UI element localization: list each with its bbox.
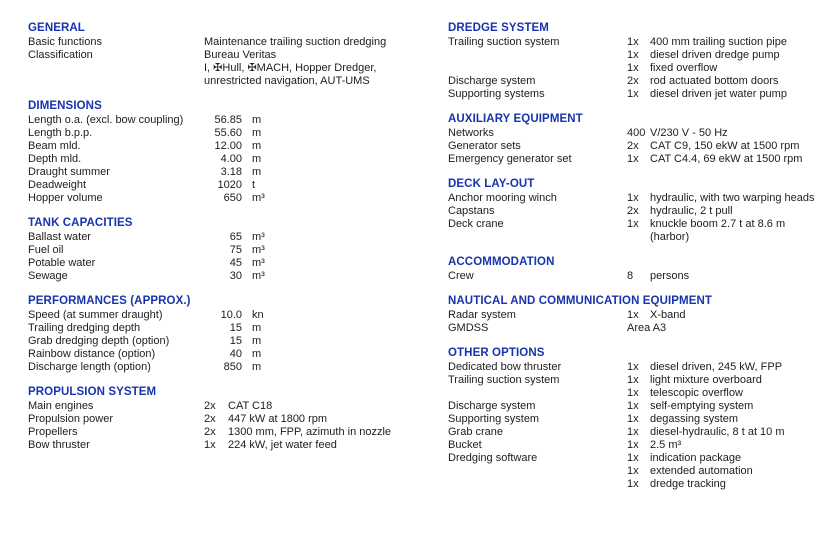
section-title-dredge-system: DREDGE SYSTEM bbox=[448, 22, 549, 34]
row-unit: m bbox=[252, 127, 262, 139]
row-value: hydraulic, 2 t pull bbox=[650, 205, 733, 217]
row-quantity: 1x bbox=[627, 387, 639, 399]
spec-row bbox=[28, 36, 430, 49]
row-number: 40 bbox=[229, 348, 242, 360]
row-unit: m bbox=[252, 348, 262, 360]
spec-row bbox=[28, 439, 430, 452]
row-label: Radar system bbox=[448, 309, 516, 321]
row-quantity: 1x bbox=[627, 439, 639, 451]
section-tank-capacities bbox=[28, 216, 430, 283]
spec-row bbox=[28, 257, 430, 270]
spec-row bbox=[28, 127, 430, 140]
row-unit: m³ bbox=[252, 270, 265, 282]
row-value: I, ✠Hull, ✠MACH, Hopper Dredger, bbox=[204, 62, 377, 74]
section-accommodation bbox=[448, 255, 830, 283]
row-value: Bureau Veritas bbox=[204, 49, 277, 61]
right-column bbox=[448, 21, 830, 491]
row-value: fixed overflow bbox=[650, 62, 718, 74]
row-unit: m³ bbox=[252, 192, 265, 204]
row-quantity: 1x bbox=[627, 400, 639, 412]
row-quantity: 2x bbox=[204, 413, 216, 425]
row-value: rod actuated bottom doors bbox=[650, 75, 779, 87]
spec-row bbox=[448, 192, 830, 205]
row-value: diesel driven, 245 kW, FPP bbox=[650, 361, 783, 373]
row-unit: m bbox=[252, 114, 262, 126]
section-general bbox=[28, 21, 430, 88]
row-quantity: 2x bbox=[204, 400, 216, 412]
section-other-options bbox=[448, 346, 830, 491]
row-quantity: 2x bbox=[627, 75, 639, 87]
row-label: Discharge system bbox=[448, 75, 536, 87]
section-performances-approx bbox=[28, 294, 430, 374]
row-number: 55.60 bbox=[214, 127, 242, 139]
row-value: (harbor) bbox=[650, 231, 690, 243]
spec-row bbox=[28, 166, 430, 179]
row-number: 850 bbox=[223, 361, 242, 373]
row-value: 447 kW at 1800 rpm bbox=[228, 413, 328, 425]
row-value: persons bbox=[650, 270, 690, 282]
row-quantity: 1x bbox=[627, 374, 639, 386]
row-unit: m bbox=[252, 335, 262, 347]
row-label bbox=[28, 62, 204, 75]
row-value: 400 mm trailing suction pipe bbox=[650, 36, 787, 48]
row-quantity: 1x bbox=[204, 439, 216, 451]
row-number: 15 bbox=[229, 335, 242, 347]
row-value: indication package bbox=[650, 452, 742, 464]
row-value: CAT C9, 150 ekW at 1500 rpm bbox=[650, 140, 800, 152]
section-title-dimensions: DIMENSIONS bbox=[28, 100, 102, 112]
row-label: Main engines bbox=[28, 400, 94, 412]
row-quantity: 1x bbox=[627, 49, 639, 61]
spec-row bbox=[448, 153, 830, 166]
spec-row bbox=[448, 426, 830, 439]
row-unit: m³ bbox=[252, 244, 265, 256]
section-title-general: GENERAL bbox=[28, 22, 85, 34]
row-unit: m bbox=[252, 322, 262, 334]
section-propulsion-system bbox=[28, 385, 430, 452]
row-number: 4.00 bbox=[220, 153, 242, 165]
row-unit: t bbox=[252, 179, 256, 191]
row-value: self-emptying system bbox=[650, 400, 754, 412]
row-label: Rainbow distance (option) bbox=[28, 348, 156, 360]
row-label: Sewage bbox=[28, 270, 68, 282]
row-label: Discharge system bbox=[448, 400, 536, 412]
section-title-other-options: OTHER OPTIONS bbox=[448, 347, 545, 359]
row-quantity: 8 bbox=[627, 270, 634, 282]
row-label: Potable water bbox=[28, 257, 96, 269]
row-label bbox=[448, 49, 627, 62]
row-quantity: 1x bbox=[627, 426, 639, 438]
spec-row bbox=[448, 452, 830, 465]
row-value: diesel driven jet water pump bbox=[650, 88, 787, 100]
row-label: Propellers bbox=[28, 426, 78, 438]
row-number: 56.85 bbox=[214, 114, 242, 126]
row-label: Fuel oil bbox=[28, 244, 64, 256]
spec-row bbox=[448, 127, 830, 140]
row-label bbox=[448, 62, 627, 75]
spec-row bbox=[448, 400, 830, 413]
row-quantity: 1x bbox=[627, 88, 639, 100]
spec-row bbox=[28, 114, 430, 127]
spec-row bbox=[448, 361, 830, 374]
row-quantity: 2x bbox=[204, 426, 216, 438]
row-label: Generator sets bbox=[448, 140, 521, 152]
row-label: Deck crane bbox=[448, 218, 504, 230]
row-label: Classification bbox=[28, 49, 93, 61]
row-value: hydraulic, with two warping heads bbox=[650, 192, 815, 204]
spec-row bbox=[448, 270, 830, 283]
row-value: CAT C18 bbox=[228, 400, 273, 412]
spec-row bbox=[28, 426, 430, 439]
row-value: X-band bbox=[650, 309, 686, 321]
row-label: Trailing dredging depth bbox=[28, 322, 141, 334]
row-label: Ballast water bbox=[28, 231, 91, 243]
row-value: degassing system bbox=[650, 413, 739, 425]
spec-row bbox=[448, 36, 830, 49]
row-label: Networks bbox=[448, 127, 494, 139]
row-quantity: 1x bbox=[627, 62, 639, 74]
row-quantity: 1x bbox=[627, 218, 639, 230]
row-label: Dredging software bbox=[448, 452, 538, 464]
row-label: Length o.a. (excl. bow coupling) bbox=[28, 114, 184, 126]
spec-row bbox=[448, 140, 830, 153]
row-number: 1020 bbox=[217, 179, 242, 191]
section-dredge-system bbox=[448, 21, 830, 101]
section-title-performances-approx: PERFORMANCES (APPROX.) bbox=[28, 295, 191, 307]
spec-row bbox=[28, 49, 430, 62]
spec-row bbox=[28, 335, 430, 348]
row-number: 15 bbox=[229, 322, 242, 334]
row-quantity: 1x bbox=[627, 309, 639, 321]
row-label: Supporting system bbox=[448, 413, 540, 425]
row-label: Basic functions bbox=[28, 36, 102, 48]
spec-row bbox=[28, 413, 430, 426]
spec-row bbox=[28, 153, 430, 166]
spec-row bbox=[28, 309, 430, 322]
row-number: 10.0 bbox=[220, 309, 242, 321]
row-value: dredge tracking bbox=[650, 478, 726, 490]
spec-row bbox=[448, 309, 830, 322]
row-label: Supporting systems bbox=[448, 88, 545, 100]
row-number: 75 bbox=[229, 244, 242, 256]
row-number: 3.18 bbox=[220, 166, 242, 178]
section-auxiliary-equipment bbox=[448, 112, 830, 166]
spec-row bbox=[28, 322, 430, 335]
row-value: 2.5 m³ bbox=[650, 439, 682, 451]
row-label bbox=[448, 465, 627, 478]
spec-row bbox=[448, 218, 830, 231]
row-label: Anchor mooring winch bbox=[448, 192, 557, 204]
spec-row bbox=[448, 49, 830, 62]
row-label: Deadweight bbox=[28, 179, 87, 191]
spec-row bbox=[448, 88, 830, 101]
section-title-deck-lay-out: DECK LAY-OUT bbox=[448, 178, 535, 190]
spec-row bbox=[28, 361, 430, 374]
row-label: Discharge length (option) bbox=[28, 361, 151, 373]
row-value: light mixture overboard bbox=[650, 374, 762, 386]
row-number: 45 bbox=[229, 257, 242, 269]
row-number: 12.00 bbox=[214, 140, 242, 152]
row-label: Speed (at summer draught) bbox=[28, 309, 163, 321]
row-value: CAT C4.4, 69 ekW at 1500 rpm bbox=[650, 153, 803, 165]
row-number: 650 bbox=[223, 192, 242, 204]
row-unit: m bbox=[252, 166, 262, 178]
row-label: Crew bbox=[448, 270, 474, 282]
spec-row bbox=[448, 62, 830, 75]
spec-row bbox=[448, 387, 830, 400]
spec-row bbox=[448, 374, 830, 387]
row-label: Bucket bbox=[448, 439, 482, 451]
section-nautical-and-communication-equipment bbox=[448, 294, 830, 335]
spec-row bbox=[28, 179, 430, 192]
row-label: Propulsion power bbox=[28, 413, 113, 425]
spec-row bbox=[28, 348, 430, 361]
row-number: 65 bbox=[229, 231, 242, 243]
spec-row bbox=[28, 231, 430, 244]
row-value: unrestricted navigation, AUT-UMS bbox=[204, 75, 370, 87]
section-title-auxiliary-equipment: AUXILIARY EQUIPMENT bbox=[448, 113, 583, 125]
row-label: Trailing suction system bbox=[448, 374, 560, 386]
section-deck-lay-out bbox=[448, 177, 830, 244]
spec-row bbox=[28, 62, 430, 75]
spec-row bbox=[28, 192, 430, 205]
row-label bbox=[448, 478, 627, 491]
row-label: Draught summer bbox=[28, 166, 110, 178]
row-unit: m bbox=[252, 361, 262, 373]
row-value: diesel-hydraulic, 8 t at 10 m bbox=[650, 426, 785, 438]
section-title-accommodation: ACCOMMODATION bbox=[448, 256, 555, 268]
row-label: Length b.p.p. bbox=[28, 127, 93, 139]
row-label: GMDSS bbox=[448, 322, 489, 334]
row-value: extended automation bbox=[650, 465, 753, 477]
spec-row bbox=[448, 205, 830, 218]
row-quantity: 1x bbox=[627, 361, 639, 373]
spec-row bbox=[448, 231, 830, 244]
spec-row bbox=[28, 75, 430, 88]
row-quantity: 400 bbox=[627, 127, 646, 139]
row-value: Maintenance trailing suction dredging bbox=[204, 36, 387, 48]
row-value: telescopic overflow bbox=[650, 387, 743, 399]
row-label: Capstans bbox=[448, 205, 495, 217]
row-label: Emergency generator set bbox=[448, 153, 572, 165]
spec-row bbox=[448, 439, 830, 452]
section-title-tank-capacities: TANK CAPACITIES bbox=[28, 217, 133, 229]
spec-row bbox=[448, 478, 830, 491]
row-label: Beam mld. bbox=[28, 140, 81, 152]
section-dimensions bbox=[28, 99, 430, 205]
row-label: Grab dredging depth (option) bbox=[28, 335, 170, 347]
spec-row bbox=[448, 465, 830, 478]
row-label: Trailing suction system bbox=[448, 36, 560, 48]
spec-row bbox=[28, 244, 430, 257]
spec-row bbox=[28, 140, 430, 153]
row-quantity: 2x bbox=[627, 140, 639, 152]
row-label: Dedicated bow thruster bbox=[448, 361, 562, 373]
row-quantity: 1x bbox=[627, 153, 639, 165]
row-number: 30 bbox=[229, 270, 242, 282]
row-value: 224 kW, jet water feed bbox=[228, 439, 337, 451]
row-unit: kn bbox=[252, 309, 264, 321]
row-value: diesel driven dredge pump bbox=[650, 49, 780, 61]
row-quantity: 1x bbox=[627, 478, 639, 490]
row-unit: m bbox=[252, 140, 262, 152]
spec-row bbox=[448, 75, 830, 88]
spec-row bbox=[28, 400, 430, 413]
row-label: Hopper volume bbox=[28, 192, 103, 204]
row-value: knuckle boom 2.7 t at 8.6 m bbox=[650, 218, 786, 230]
row-label bbox=[448, 387, 627, 400]
row-quantity: 1x bbox=[627, 413, 639, 425]
section-title-nautical-and-communication-equipment: NAUTICAL AND COMMUNICATION EQUIPMENT bbox=[448, 295, 713, 307]
spec-row bbox=[28, 270, 430, 283]
row-label: Bow thruster bbox=[28, 439, 90, 451]
row-unit: m³ bbox=[252, 257, 265, 269]
section-title-propulsion-system: PROPULSION SYSTEM bbox=[28, 386, 157, 398]
row-quantity: 1x bbox=[627, 192, 639, 204]
row-label bbox=[28, 75, 204, 88]
row-value: 1300 mm, FPP, azimuth in nozzle bbox=[228, 426, 392, 438]
spec-row bbox=[448, 322, 830, 335]
row-quantity: 1x bbox=[627, 36, 639, 48]
spec-row bbox=[448, 413, 830, 426]
row-label: Grab crane bbox=[448, 426, 504, 438]
left-column bbox=[28, 21, 430, 452]
row-label: Depth mld. bbox=[28, 153, 82, 165]
row-quantity bbox=[627, 231, 650, 244]
row-quantity: 2x bbox=[627, 205, 639, 217]
row-value: Area A3 bbox=[627, 322, 667, 334]
row-label bbox=[448, 231, 627, 244]
row-value: V/230 V - 50 Hz bbox=[650, 127, 728, 139]
row-quantity: 1x bbox=[627, 465, 639, 477]
row-unit: m³ bbox=[252, 231, 265, 243]
row-unit: m bbox=[252, 153, 262, 165]
row-quantity: 1x bbox=[627, 452, 639, 464]
